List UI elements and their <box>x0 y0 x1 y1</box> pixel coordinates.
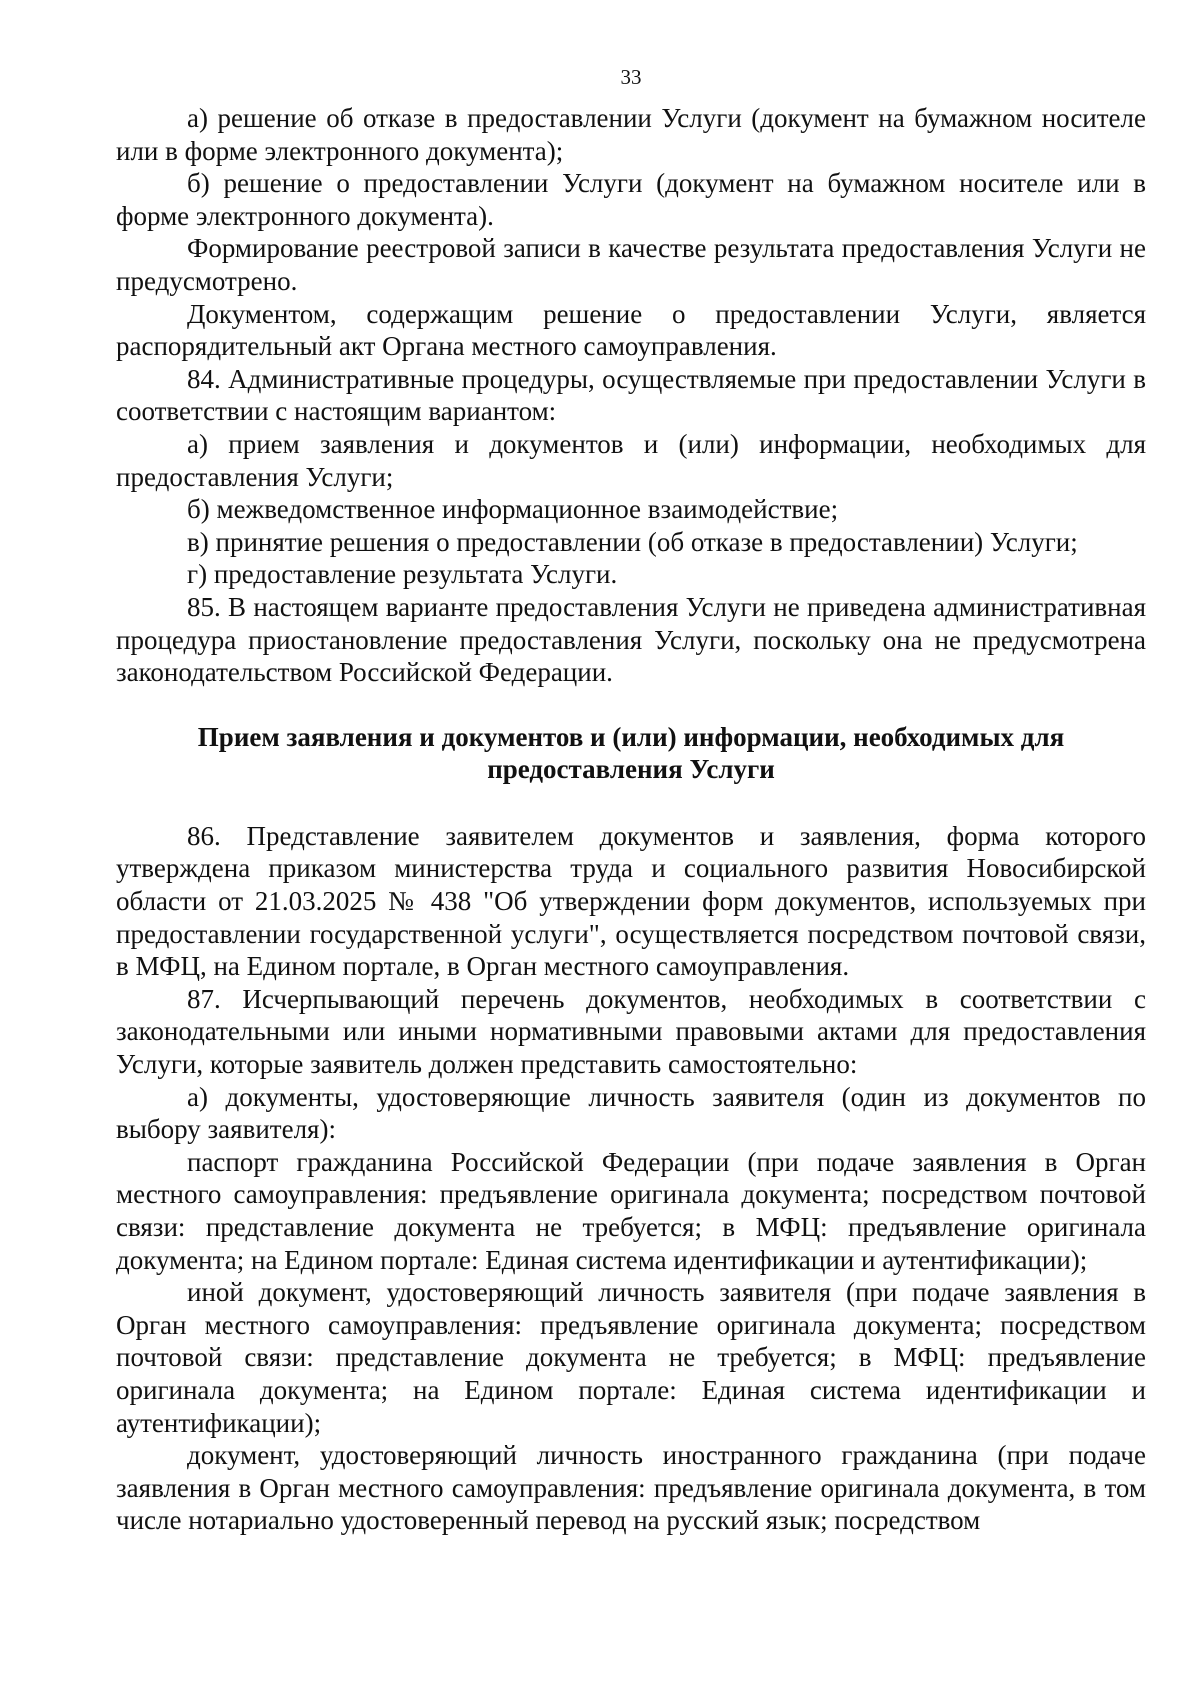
paragraph-87: 87. Исчерпывающий перечень документов, необходимых в соответствии с законодательными или иными нормативными правовыми актами для предоставления Услуги, которые заявитель должен представить самостоятельно: <box>116 983 1146 1080</box>
paragraph-passport: паспорт гражданина Российской Федерации (при подаче заявления в Орган местного самоуправления: предъявление оригинала документа; посредством почтовой связи: представление документа не требуется; в МФЦ: предъявление оригинала документа; на Едином портале: Единая система идентификации и аутентификации); <box>116 1146 1146 1275</box>
paragraph-foreign-id: документ, удостоверяющий личность иностранного гражданина (при подаче заявления в Орган местного самоуправления: предъявление оригинала документа, в том числе нотариально удостоверенный перевод на русский язык; посредством <box>116 1440 1146 1536</box>
paragraph-84-b: б) межведомственное информационное взаимодействие; <box>187 494 839 525</box>
paragraph-86: 86. Представление заявителем документов и заявления, форма которого утверждена приказом министерства труда и социального развития Новосибирской области от 21.03.2025 № 438 "Об утверждении форм документов, используемых при предоставлении государственной услуги", осуществляется посредством почтовой связи, в МФЦ, на Едином портале, в Орган местного самоуправления. <box>116 820 1146 982</box>
paragraph-84-a: а) прием заявления и документов и (или) информации, необходимых для предоставления Услуги; <box>116 428 1146 492</box>
paragraph-87-a: а) документы, удостоверяющие личность заявителя (один из документов по выбору заявителя): <box>116 1081 1146 1145</box>
paragraph-other-id: иной документ, удостоверяющий личность заявителя (при подаче заявления в Орган местного самоуправления: предъявление оригинала документа; посредством почтовой связи: представление документа не требуется; в МФЦ: предъявление оригинала документа; на Едином портале: Единая система идентификации и аутентификации); <box>116 1277 1146 1438</box>
paragraph-85: 85. В настоящем варианте предоставления Услуги не приведена административная процедура приостановление предоставления Услуги, поскольку она не предусмотрена законодательством Российской Федерации. <box>116 591 1146 688</box>
section-application-intake <box>116 820 1146 1537</box>
document-page <box>116 62 1146 1537</box>
paragraph-decision-document: Документом, содержащим решение о предоставлении Услуги, является распорядительный акт Органа местного самоуправления. <box>116 298 1146 362</box>
page-number: 33 <box>620 65 642 89</box>
paragraph-84: 84. Административные процедуры, осуществляемые при предоставлении Услуги в соответствии с настоящим вариантом: <box>116 363 1146 427</box>
paragraph-84-v: в) принятие решения о предоставлении (об отказе в предоставлении) Услуги; <box>187 526 1078 557</box>
paragraph-registry-record: Формирование реестровой записи в качестве результата предоставления Услуги не предусмотрено. <box>116 233 1146 296</box>
paragraph-approval-decision: б) решение о предоставлении Услуги (документ на бумажном носителе или в форме электронного документа). <box>116 168 1146 231</box>
section-result-and-procedures <box>116 102 1146 689</box>
section-heading: Прием заявления и документов и (или) информации, необходимых для предоставления Услуги <box>197 721 1065 785</box>
paragraph-84-g: г) предоставление результата Услуги. <box>187 559 618 590</box>
paragraph-refusal-decision: а) решение об отказе в предоставлении Услуги (документ на бумажном носителе или в форме электронного документа); <box>116 103 1146 166</box>
